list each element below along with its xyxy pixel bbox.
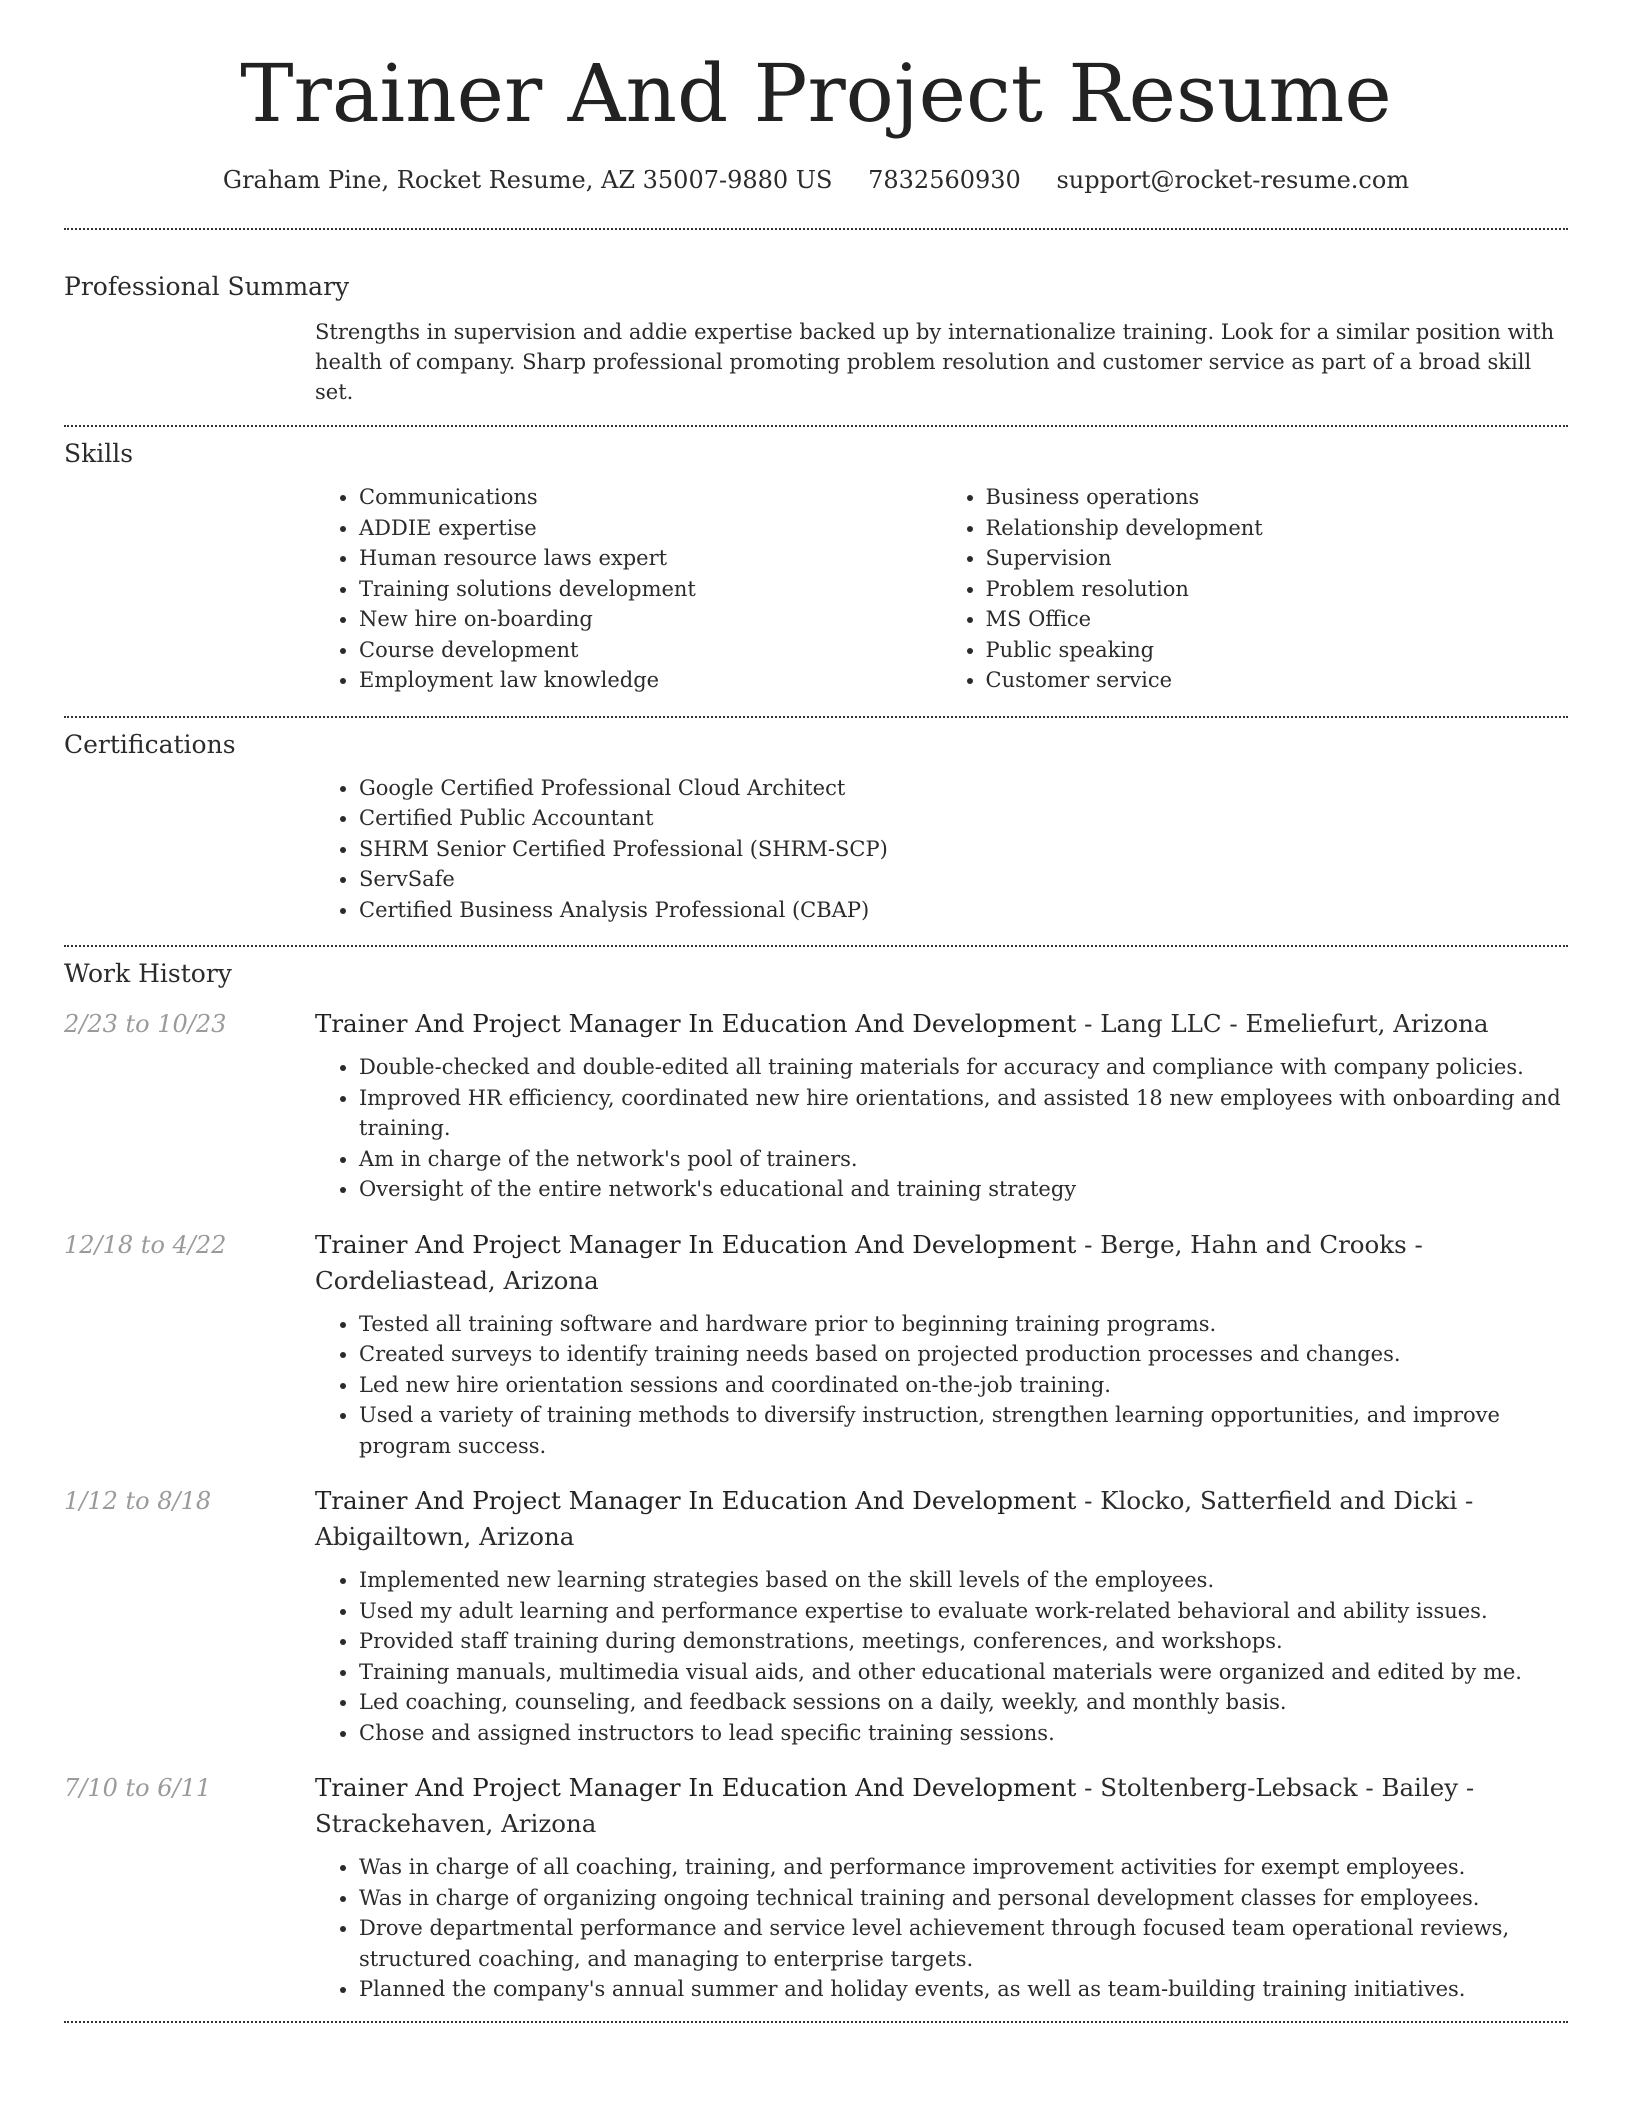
job-bullet: • Was in charge of all coaching, training, and performance improvement activities for exempt employees.: [359, 1852, 1568, 1883]
job-list: [64, 1006, 1568, 2005]
skill-item: • Employment law knowledge: [359, 665, 942, 696]
job-dates: 12/18 to 4/22: [64, 1230, 227, 1259]
job-entry: [64, 1006, 1568, 1205]
skill-item: • New hire on-boarding: [359, 604, 942, 635]
certifications-list: [315, 773, 1568, 926]
skill-item: • Relationship development: [986, 513, 1569, 544]
job-details: [315, 1227, 1568, 1462]
certification-item: • Google Certified Professional Cloud Architect: [359, 773, 1568, 804]
job-entry: [64, 1770, 1568, 2005]
skill-item: • Business operations: [986, 482, 1569, 513]
work-history-section: [64, 947, 1568, 2005]
skill-item: • Course development: [359, 635, 942, 666]
skill-item: • Communications: [359, 482, 942, 513]
contact-line: [64, 166, 1568, 194]
job-company-location: - Berge, Hahn and Crooks - Cordeliastead, Arizona: [315, 1229, 1423, 1295]
job-bullet: • Provided staff training during demonstrations, meetings, conferences, and workshops.: [359, 1626, 1568, 1657]
job-bullet-list: [315, 1565, 1568, 1748]
job-bullet: • Chose and assigned instructors to lead specific training sessions.: [359, 1718, 1568, 1749]
job-bullet-list: [315, 1052, 1568, 1205]
certifications-body: [315, 773, 1568, 926]
job-dates: 7/10 to 6/11: [64, 1774, 212, 1802]
job-bullet: • Drove departmental performance and service level achievement through focused team operational reviews, structured coaching, and managing to enterprise targets.: [359, 1913, 1568, 1974]
skill-item: • ADDIE expertise: [359, 513, 942, 544]
job-role: Trainer And Project Manager In Education And Development: [315, 1009, 1077, 1038]
section-divider: [64, 2021, 1568, 2023]
skills-section: [64, 427, 1568, 716]
job-details: [315, 1006, 1568, 1205]
job-entry: [64, 1483, 1568, 1748]
job-bullet: • Led new hire orientation sessions and coordinated on-the-job training.: [359, 1370, 1568, 1401]
job-company-location: - Klocko, Satterfield and Dicki - Abigailtown, Arizona: [315, 1486, 1474, 1551]
certification-item: • SHRM Senior Certified Professional (SHRM-SCP): [359, 834, 1568, 865]
job-bullet: • Created surveys to identify training needs based on projected production processes and changes.: [359, 1339, 1568, 1370]
job-company-location: - Stoltenberg-Lebsack - Bailey - Strackehaven, Arizona: [315, 1773, 1475, 1838]
job-bullet: • Double-checked and double-edited all training materials for accuracy and compliance with company policies.: [359, 1052, 1568, 1083]
resume-title: Trainer And Project Resume: [240, 47, 1392, 140]
job-bullet: • Led coaching, counseling, and feedback sessions on a daily, weekly, and monthly basis.: [359, 1687, 1568, 1718]
job-role: Trainer And Project Manager In Education And Development: [315, 1773, 1077, 1802]
job-heading: [315, 1227, 1568, 1299]
professional-summary-section: [64, 230, 1568, 425]
skills-list-left: [315, 482, 942, 696]
section-heading-certifications: Certifications: [64, 729, 236, 759]
job-bullet: • Used my adult learning and performance expertise to evaluate work-related behavioral and ability issues.: [359, 1596, 1568, 1627]
skill-item: • Human resource laws expert: [359, 543, 942, 574]
section-heading-skills: Skills: [64, 439, 134, 468]
section-heading-summary: Professional Summary: [64, 272, 350, 301]
job-company-location: - Lang LLC - Emeliefurt, Arizona: [1076, 1009, 1489, 1038]
certifications-section: [64, 718, 1568, 946]
certification-item: • Certified Public Accountant: [359, 803, 1568, 834]
certification-item: • Certified Business Analysis Professional (CBAP): [359, 895, 1568, 926]
job-bullet: • Improved HR efficiency, coordinated new hire orientations, and assisted 18 new employees with onboarding and training.: [359, 1083, 1568, 1144]
job-bullet: • Oversight of the entire network's educational and training strategy: [359, 1174, 1568, 1205]
skills-list-right: [942, 482, 1569, 696]
skill-item: • Customer service: [986, 665, 1569, 696]
job-bullet: • Implemented new learning strategies based on the skill levels of the employees.: [359, 1565, 1568, 1596]
summary-text: Strengths in supervision and addie expertise backed up by internationalize training. Look for a similar position with health of company. Sharp professional promoting problem resolution and customer service as part of a broad skill set.: [315, 320, 1555, 404]
job-dates: 2/23 to 10/23: [64, 1010, 227, 1038]
job-bullet: • Was in charge of organizing ongoing technical training and personal development classes for employees.: [359, 1883, 1568, 1914]
contact-phone: 7832560930: [868, 166, 1021, 194]
job-details: [315, 1770, 1568, 2005]
job-details: [315, 1483, 1568, 1748]
job-dates: 1/12 to 8/18: [64, 1487, 212, 1515]
skill-item: • MS Office: [986, 604, 1569, 635]
contact-address: Graham Pine, Rocket Resume, AZ 35007-9880 US: [222, 166, 833, 194]
job-bullet: • Tested all training software and hardware prior to beginning training programs.: [359, 1309, 1568, 1340]
skill-item: • Supervision: [986, 543, 1569, 574]
contact-email: support@rocket-resume.com: [1056, 166, 1410, 194]
job-bullet-list: [315, 1852, 1568, 2005]
skills-columns: [315, 482, 1568, 696]
section-heading-work-history: Work History: [64, 959, 232, 988]
job-bullet: • Used a variety of training methods to diversify instruction, strengthen learning opportunities, and improve program success.: [359, 1400, 1568, 1461]
job-entry: [64, 1227, 1568, 1462]
job-role: Trainer And Project Manager In Education And Development: [315, 1229, 1077, 1259]
job-heading: [315, 1770, 1568, 1842]
certification-item: • ServSafe: [359, 864, 1568, 895]
skill-item: • Problem resolution: [986, 574, 1569, 605]
job-heading: [315, 1006, 1568, 1042]
skill-item: • Training solutions development: [359, 574, 942, 605]
job-bullet: • Planned the company's annual summer and holiday events, as well as team-building training initiatives.: [359, 1974, 1568, 2005]
job-bullet: • Am in charge of the network's pool of trainers.: [359, 1144, 1568, 1175]
skill-item: • Public speaking: [986, 635, 1569, 666]
job-role: Trainer And Project Manager In Education And Development: [315, 1486, 1077, 1515]
job-bullet: • Training manuals, multimedia visual aids, and other educational materials were organized and edited by me.: [359, 1657, 1568, 1688]
job-heading: [315, 1483, 1568, 1555]
job-bullet-list: [315, 1309, 1568, 1462]
